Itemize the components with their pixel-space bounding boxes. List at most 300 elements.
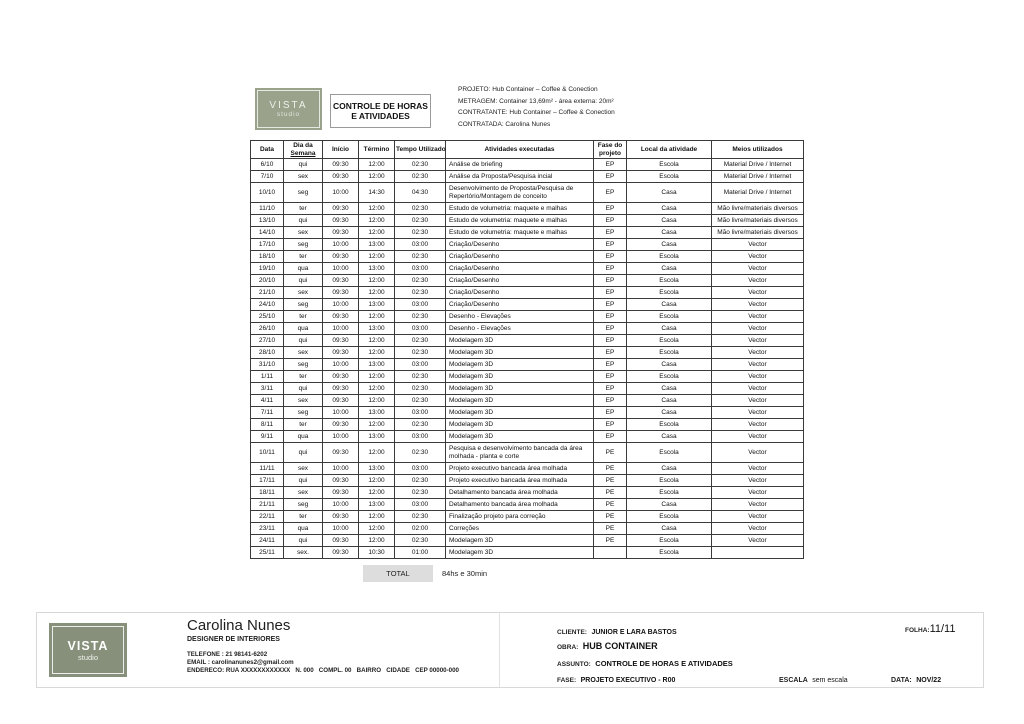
cell: Vector bbox=[712, 383, 804, 395]
cell: 7/10 bbox=[251, 171, 284, 183]
cell: 03:00 bbox=[395, 323, 446, 335]
cell: 14/10 bbox=[251, 227, 284, 239]
data-row bbox=[891, 669, 941, 687]
cell: EP bbox=[594, 419, 627, 431]
cell: 21/11 bbox=[251, 499, 284, 511]
cell: Projeto executivo bancada área molhada bbox=[446, 475, 594, 487]
cell: 02:30 bbox=[395, 371, 446, 383]
cell: EP bbox=[594, 171, 627, 183]
cell: 09:30 bbox=[323, 547, 359, 559]
cell: qui bbox=[284, 159, 323, 171]
cell: Criação/Desenho bbox=[446, 287, 594, 299]
table-row bbox=[251, 347, 804, 359]
cell: Casa bbox=[627, 239, 712, 251]
cell: 02:30 bbox=[395, 159, 446, 171]
document-title-line1: CONTROLE DE HORAS bbox=[333, 100, 428, 111]
cell: 02:30 bbox=[395, 287, 446, 299]
cell: Correções bbox=[446, 523, 594, 535]
cell: Casa bbox=[627, 523, 712, 535]
cell: Modelagem 3D bbox=[446, 371, 594, 383]
cell: Criação/Desenho bbox=[446, 239, 594, 251]
cell: EP bbox=[594, 371, 627, 383]
cell: seg bbox=[284, 499, 323, 511]
cell: PE bbox=[594, 523, 627, 535]
cell: 13:00 bbox=[359, 263, 395, 275]
obra-row bbox=[557, 636, 658, 654]
cell: 02:30 bbox=[395, 227, 446, 239]
cell: Casa bbox=[627, 263, 712, 275]
cell: 12:00 bbox=[359, 475, 395, 487]
cell: sex bbox=[284, 287, 323, 299]
cell: 02:00 bbox=[395, 523, 446, 535]
cell: 6/10 bbox=[251, 159, 284, 171]
cell: Casa bbox=[627, 227, 712, 239]
cell: qua bbox=[284, 523, 323, 535]
cell: qui bbox=[284, 475, 323, 487]
cell: Material Drive / Internet bbox=[712, 171, 804, 183]
cell: Escola bbox=[627, 487, 712, 499]
cell: 12:00 bbox=[359, 311, 395, 323]
cell: 10:00 bbox=[323, 499, 359, 511]
footer-vista-studio-logo bbox=[49, 623, 127, 677]
cell: EP bbox=[594, 287, 627, 299]
project-info-contratante: CONTRATANTE: Hub Container – Coffee & Conection bbox=[458, 109, 615, 116]
project-info-block bbox=[458, 84, 615, 130]
cell: 04:30 bbox=[395, 183, 446, 203]
cell: 03:00 bbox=[395, 299, 446, 311]
cell: 02:30 bbox=[395, 535, 446, 547]
cell: EP bbox=[594, 335, 627, 347]
data-value: NOV/22 bbox=[916, 677, 942, 684]
cell: Casa bbox=[627, 323, 712, 335]
timesheet-body bbox=[251, 159, 804, 559]
cell: qui bbox=[284, 535, 323, 547]
cell: 20/10 bbox=[251, 275, 284, 287]
document-title-box bbox=[330, 94, 431, 128]
cell: 8/11 bbox=[251, 419, 284, 431]
data-label: DATA: bbox=[891, 677, 912, 684]
cell: 12:00 bbox=[359, 535, 395, 547]
table-row bbox=[251, 359, 804, 371]
cell: Criação/Desenho bbox=[446, 251, 594, 263]
total-label-box: TOTAL bbox=[363, 565, 433, 582]
cell: 10:00 bbox=[323, 463, 359, 475]
cell: 09:30 bbox=[323, 443, 359, 463]
table-header-cell: Data bbox=[251, 141, 284, 159]
cell: Vector bbox=[712, 395, 804, 407]
cell: 02:30 bbox=[395, 335, 446, 347]
cell: Desenho - Elevações bbox=[446, 311, 594, 323]
cell: qui bbox=[284, 443, 323, 463]
cell: 25/10 bbox=[251, 311, 284, 323]
cell: sex. bbox=[284, 547, 323, 559]
footer-logo-brand-text: VISTA bbox=[67, 638, 109, 653]
logo-subtitle-text: studio bbox=[276, 110, 301, 118]
table-row bbox=[251, 371, 804, 383]
cell: Análise da Proposta/Pesquisa incial bbox=[446, 171, 594, 183]
cell: qui bbox=[284, 275, 323, 287]
cell: Modelagem 3D bbox=[446, 383, 594, 395]
table-row bbox=[251, 203, 804, 215]
cell: 12:00 bbox=[359, 335, 395, 347]
table-row bbox=[251, 499, 804, 511]
cell: 17/11 bbox=[251, 475, 284, 487]
cell: Detalhamento bancada área molhada bbox=[446, 487, 594, 499]
cell: 03:00 bbox=[395, 463, 446, 475]
cell: seg bbox=[284, 407, 323, 419]
folha-value: 11/11 bbox=[929, 623, 956, 635]
cell: Projeto executivo bancada área molhada bbox=[446, 463, 594, 475]
cell: PE bbox=[594, 511, 627, 523]
cell: 10:00 bbox=[323, 299, 359, 311]
cell: Escola bbox=[627, 443, 712, 463]
cell: qua bbox=[284, 323, 323, 335]
cell: Casa bbox=[627, 183, 712, 203]
cell: EP bbox=[594, 383, 627, 395]
cell: sex bbox=[284, 487, 323, 499]
cell: 02:30 bbox=[395, 275, 446, 287]
table-header-cell: Local da atividade bbox=[627, 141, 712, 159]
cell: Mão livre/materiais diversos bbox=[712, 227, 804, 239]
cell: qua bbox=[284, 431, 323, 443]
cell: 02:30 bbox=[395, 419, 446, 431]
cell: EP bbox=[594, 227, 627, 239]
cell: 09:30 bbox=[323, 203, 359, 215]
cell: EP bbox=[594, 263, 627, 275]
cell: 09:30 bbox=[323, 171, 359, 183]
table-row bbox=[251, 431, 804, 443]
table-row bbox=[251, 299, 804, 311]
table-header-cell: Tempo Utilizado bbox=[395, 141, 446, 159]
cell: Modelagem 3D bbox=[446, 347, 594, 359]
cell: seg bbox=[284, 239, 323, 251]
table-row bbox=[251, 311, 804, 323]
cell: EP bbox=[594, 311, 627, 323]
cell: EP bbox=[594, 203, 627, 215]
cell: Modelagem 3D bbox=[446, 359, 594, 371]
cell: Modelagem 3D bbox=[446, 395, 594, 407]
table-row bbox=[251, 547, 804, 559]
cell: 25/11 bbox=[251, 547, 284, 559]
table-row bbox=[251, 263, 804, 275]
cell: 13:00 bbox=[359, 323, 395, 335]
cell: sex bbox=[284, 347, 323, 359]
cell: 10:00 bbox=[323, 183, 359, 203]
cell: Material Drive / Internet bbox=[712, 159, 804, 171]
cell: 03:00 bbox=[395, 263, 446, 275]
designer-phone: TELEFONE : 21 98141-6202 bbox=[187, 651, 268, 658]
cell: Vector bbox=[712, 523, 804, 535]
cell: 09:30 bbox=[323, 487, 359, 499]
obra-label: OBRA: bbox=[557, 644, 579, 651]
fase-label: FASE: bbox=[557, 677, 577, 684]
cliente-value: JUNIOR E LARA BASTOS bbox=[591, 629, 677, 636]
cell: EP bbox=[594, 251, 627, 263]
cell: 13:00 bbox=[359, 499, 395, 511]
cell: Vector bbox=[712, 443, 804, 463]
cell: 09:30 bbox=[323, 511, 359, 523]
cell: 18/11 bbox=[251, 487, 284, 499]
cell: Escola bbox=[627, 419, 712, 431]
cell: EP bbox=[594, 323, 627, 335]
cell bbox=[712, 547, 804, 559]
cell: 12:00 bbox=[359, 251, 395, 263]
cell: 23/11 bbox=[251, 523, 284, 535]
cell: Casa bbox=[627, 383, 712, 395]
cell: 19/10 bbox=[251, 263, 284, 275]
cell: Escola bbox=[627, 511, 712, 523]
cell: 12:00 bbox=[359, 371, 395, 383]
cell: 03:00 bbox=[395, 499, 446, 511]
escala-label: ESCALA bbox=[779, 677, 808, 684]
cell: 09:30 bbox=[323, 251, 359, 263]
cell: 02:30 bbox=[395, 171, 446, 183]
cell: 02:30 bbox=[395, 487, 446, 499]
cell: 09:30 bbox=[323, 311, 359, 323]
cell: 10:00 bbox=[323, 239, 359, 251]
cell: 13:00 bbox=[359, 239, 395, 251]
cell: 12:00 bbox=[359, 215, 395, 227]
logo-brand-text: VISTA bbox=[269, 99, 308, 111]
cell: Modelagem 3D bbox=[446, 431, 594, 443]
cell: qui bbox=[284, 383, 323, 395]
cell: ter bbox=[284, 371, 323, 383]
cell: Casa bbox=[627, 431, 712, 443]
cell: Detalhamento bancada área molhada bbox=[446, 499, 594, 511]
cell: Criação/Desenho bbox=[446, 299, 594, 311]
cell: 12:00 bbox=[359, 347, 395, 359]
footer-divider bbox=[499, 613, 500, 687]
obra-value: HUB CONTAINER bbox=[582, 641, 658, 651]
cell: Escola bbox=[627, 335, 712, 347]
cell: 10:00 bbox=[323, 407, 359, 419]
cell: 14:30 bbox=[359, 183, 395, 203]
cell: Vector bbox=[712, 487, 804, 499]
cell: PE bbox=[594, 487, 627, 499]
cell: 02:30 bbox=[395, 251, 446, 263]
cell: Escola bbox=[627, 251, 712, 263]
cell: 31/10 bbox=[251, 359, 284, 371]
cell: 09:30 bbox=[323, 275, 359, 287]
cell: 12:00 bbox=[359, 511, 395, 523]
cell: 11/11 bbox=[251, 463, 284, 475]
cell: Finalização projeto para correção bbox=[446, 511, 594, 523]
cell: Vector bbox=[712, 275, 804, 287]
cell: 12:00 bbox=[359, 487, 395, 499]
cell: Casa bbox=[627, 359, 712, 371]
designer-name: Carolina Nunes bbox=[187, 617, 291, 634]
fase-value: PROJETO EXECUTIVO - R00 bbox=[580, 677, 676, 684]
cell: Casa bbox=[627, 499, 712, 511]
cell: 24/10 bbox=[251, 299, 284, 311]
designer-role: DESIGNER DE INTERIORES bbox=[187, 636, 280, 643]
cell: 12:00 bbox=[359, 287, 395, 299]
table-row bbox=[251, 535, 804, 547]
cell: 02:30 bbox=[395, 511, 446, 523]
cell: Vector bbox=[712, 251, 804, 263]
cell: Escola bbox=[627, 287, 712, 299]
cell: Criação/Desenho bbox=[446, 263, 594, 275]
cell: Vector bbox=[712, 299, 804, 311]
table-row bbox=[251, 323, 804, 335]
cell: 09:30 bbox=[323, 419, 359, 431]
cell: 09:30 bbox=[323, 159, 359, 171]
vista-studio-logo bbox=[255, 88, 322, 130]
table-row bbox=[251, 407, 804, 419]
project-info-metragem: METRAGEM: Container 13,69m² - área externa: 20m² bbox=[458, 97, 614, 105]
cell: 7/11 bbox=[251, 407, 284, 419]
cell: EP bbox=[594, 407, 627, 419]
table-header-cell: Dia da Semana bbox=[284, 141, 323, 159]
cell: 3/11 bbox=[251, 383, 284, 395]
cell: 28/10 bbox=[251, 347, 284, 359]
table-row bbox=[251, 511, 804, 523]
cell: Desenho - Elevações bbox=[446, 323, 594, 335]
cell: Modelagem 3D bbox=[446, 535, 594, 547]
table-row bbox=[251, 335, 804, 347]
cell: Vector bbox=[712, 419, 804, 431]
total-value: 84hs e 30min bbox=[442, 569, 488, 578]
cell: 03:00 bbox=[395, 239, 446, 251]
cell: Escola bbox=[627, 371, 712, 383]
cell: 09:30 bbox=[323, 395, 359, 407]
cell: 10:00 bbox=[323, 323, 359, 335]
cell: 27/10 bbox=[251, 335, 284, 347]
cell: qua bbox=[284, 263, 323, 275]
cell: Modelagem 3D bbox=[446, 547, 594, 559]
cell: Vector bbox=[712, 463, 804, 475]
cell: Vector bbox=[712, 407, 804, 419]
designer-address: ENDERECO: RUA XXXXXXXXXXXX N. 000 COMPL. 00 BAIRRO CIDADE CEP 00000-000 bbox=[187, 667, 459, 674]
cell: sex bbox=[284, 227, 323, 239]
cell: ter bbox=[284, 203, 323, 215]
cell: Vector bbox=[712, 311, 804, 323]
cell: qui bbox=[284, 215, 323, 227]
table-row bbox=[251, 475, 804, 487]
cell: Casa bbox=[627, 215, 712, 227]
cell: EP bbox=[594, 215, 627, 227]
table-row bbox=[251, 487, 804, 499]
cell: Vector bbox=[712, 475, 804, 487]
table-row bbox=[251, 215, 804, 227]
total-row bbox=[363, 565, 803, 582]
designer-contact bbox=[187, 651, 459, 675]
cell: 12:00 bbox=[359, 227, 395, 239]
cell: EP bbox=[594, 395, 627, 407]
cell: 13:00 bbox=[359, 407, 395, 419]
cell: Vector bbox=[712, 323, 804, 335]
table-row bbox=[251, 227, 804, 239]
designer-email: EMAIL : carolinanunes2@gmail.com bbox=[187, 659, 294, 666]
cell: 02:30 bbox=[395, 215, 446, 227]
cell: EP bbox=[594, 431, 627, 443]
cell: 12:00 bbox=[359, 419, 395, 431]
cell: Casa bbox=[627, 395, 712, 407]
cell: ter bbox=[284, 311, 323, 323]
table-row bbox=[251, 523, 804, 535]
cell: 4/11 bbox=[251, 395, 284, 407]
cell: Modelagem 3D bbox=[446, 407, 594, 419]
cell: Vector bbox=[712, 263, 804, 275]
cell: PE bbox=[594, 463, 627, 475]
cell: 09:30 bbox=[323, 215, 359, 227]
folha-row bbox=[905, 619, 955, 637]
cell: ter bbox=[284, 419, 323, 431]
cell: PE bbox=[594, 475, 627, 487]
table-row bbox=[251, 239, 804, 251]
cell: sex bbox=[284, 463, 323, 475]
cell: Escola bbox=[627, 535, 712, 547]
cell: 12:00 bbox=[359, 159, 395, 171]
cell: 02:30 bbox=[395, 311, 446, 323]
cell: qui bbox=[284, 335, 323, 347]
cell: 09:30 bbox=[323, 371, 359, 383]
cell: 12:00 bbox=[359, 275, 395, 287]
cell: Modelagem 3D bbox=[446, 335, 594, 347]
cell: EP bbox=[594, 359, 627, 371]
cell: seg bbox=[284, 359, 323, 371]
cell: 09:30 bbox=[323, 335, 359, 347]
cell: EP bbox=[594, 159, 627, 171]
cell: Escola bbox=[627, 347, 712, 359]
cell: Vector bbox=[712, 335, 804, 347]
cell: 13:00 bbox=[359, 463, 395, 475]
cell: 10/10 bbox=[251, 183, 284, 203]
table-header-cell: Término bbox=[359, 141, 395, 159]
table-row bbox=[251, 275, 804, 287]
cell: 01:00 bbox=[395, 547, 446, 559]
cell: 10:00 bbox=[323, 523, 359, 535]
cell: 10:30 bbox=[359, 547, 395, 559]
cell: Vector bbox=[712, 431, 804, 443]
designer-info-block bbox=[187, 617, 459, 675]
cell: 02:30 bbox=[395, 443, 446, 463]
cell: PE bbox=[594, 499, 627, 511]
cell: 09:30 bbox=[323, 383, 359, 395]
cell: 12:00 bbox=[359, 523, 395, 535]
cell: Escola bbox=[627, 475, 712, 487]
folha-label: FOLHA: bbox=[905, 627, 930, 634]
cell: 09:30 bbox=[323, 535, 359, 547]
cell: EP bbox=[594, 239, 627, 251]
assunto-label: ASSUNTO: bbox=[557, 661, 591, 668]
cell: Pesquisa e desenvolvimento bancada da área molhada - planta e corte bbox=[446, 443, 594, 463]
document-title-line2: E ATIVIDADES bbox=[351, 111, 410, 121]
footer-logo-inner-border bbox=[52, 626, 124, 674]
cell: 03:00 bbox=[395, 407, 446, 419]
escala-row bbox=[779, 669, 848, 687]
cell: Desenvolvimento de Proposta/Pesquisa de Repertório/Montagem de conceito bbox=[446, 183, 594, 203]
cell: 13:00 bbox=[359, 431, 395, 443]
cell: Mão livre/materiais diversos bbox=[712, 203, 804, 215]
cell: 12:00 bbox=[359, 203, 395, 215]
cell: 9/11 bbox=[251, 431, 284, 443]
table-header-cell: Meios utilizados bbox=[712, 141, 804, 159]
cell: 02:30 bbox=[395, 383, 446, 395]
table-header-cell: Início bbox=[323, 141, 359, 159]
cell: Vector bbox=[712, 535, 804, 547]
escala-value: sem escala bbox=[812, 677, 848, 684]
cell: Escola bbox=[627, 547, 712, 559]
cell: Casa bbox=[627, 203, 712, 215]
cell: 09:30 bbox=[323, 287, 359, 299]
cell: 03:00 bbox=[395, 359, 446, 371]
cell: seg bbox=[284, 299, 323, 311]
cell: PE bbox=[594, 535, 627, 547]
cell: 10:00 bbox=[323, 263, 359, 275]
cell: 26/10 bbox=[251, 323, 284, 335]
table-row bbox=[251, 159, 804, 171]
